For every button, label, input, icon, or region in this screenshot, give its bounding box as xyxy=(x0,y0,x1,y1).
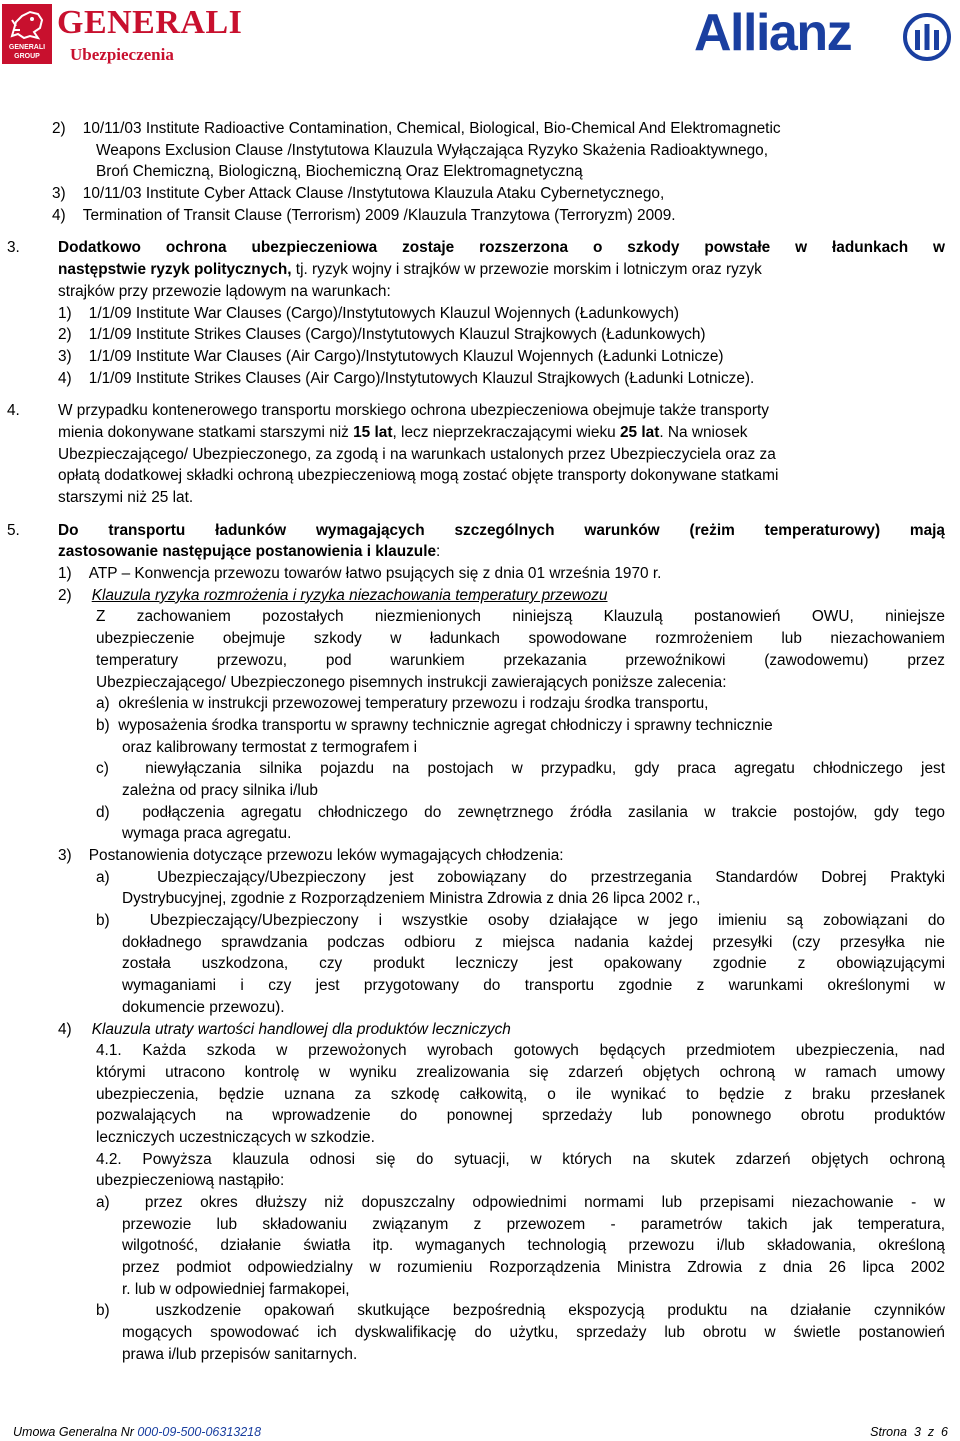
clause-title: Klauzula ryzyka rozmrożenia i ryzyka niezachowania temperatury przewozu xyxy=(91,586,608,604)
list-item: 1) 1/1/09 Institute War Clauses (Cargo)/Instytutowych Klauzul Wojennych (Ładunkowych) xyxy=(58,304,680,322)
section-heading: Do transportu ładunków wymagających szczególnych warunków (reżim temperaturowy) mają xyxy=(58,521,945,539)
list-item: 3) Postanowienia dotyczące przewozu leków wymagających chłodzenia: xyxy=(58,847,564,864)
section-text: starszymi niż 25 lat. xyxy=(58,489,194,506)
lion-icon xyxy=(8,8,46,42)
sub-item: d) podłączenia agregatu chłodniczego do zewnętrznego źródła zasilania w trakcie postojów, gdy tego xyxy=(96,803,945,821)
list-item: 4) Klauzula utraty wartości handlowej dla produktów leczniczych xyxy=(58,1020,511,1038)
section-text: następstwie ryzyk politycznych, tj. ryzyk wojny i strajków w przewozie morskim i lotniczym oraz ryzyk xyxy=(58,261,762,279)
list-line: 4) Termination of Transit Clause (Terrorism) 2009 /Klauzula Tranzytowa (Terroryzm) 2009. xyxy=(52,206,676,224)
page-footer xyxy=(13,1424,948,1441)
list-item: 3) 1/1/09 Institute War Clauses (Air Cargo)/Instytutowych Klauzul Wojennych (Ładunki Lotnicze) xyxy=(58,347,724,365)
clause-body: a) Ubezpieczający/Ubezpieczony jest zobowiązany do przestrzegania Standardów Dobrej Praktyki Dystrybucyjnej, zgodnie z Rozporządzeniem Ministra Zdrowia z dnia 26 lipca 2002 r., b) Ubezpieczający/Ubezpieczony i wszystkie osoby działające w jego imieniu są zobowiązani do dokładnego sprawdzania podczas odbioru z miejsca nadania każdej przesyłki (czy przesyłka nie została uszkodzona, czy produkt leczniczy jest opakowany zgodnie z obowiązującymi wymaganiami i czy jest przygotowany do transportu zgodnie z warunkami określonymi w dokumencie przewozu). xyxy=(96,868,945,1016)
list-item: 1) ATP – Konwencja przewozu towarów łatwo psujących się z dnia 01 września 1970 r. xyxy=(58,565,662,583)
generali-subtitle: Ubezpieczenia xyxy=(70,45,174,64)
generali-name: GENERALI xyxy=(57,4,243,41)
allianz-name: Allianz xyxy=(694,4,852,62)
section-text: opłatą dodatkowej składki ochroną ubezpieczeniową mogą zostać objęte transporty dokonywane statkami xyxy=(58,467,779,485)
list-line: 3) 10/11/03 Institute Cyber Attack Clause /Instytutowa Klauzula Ataku Cybernetycznego, xyxy=(52,185,665,203)
section-text: Ubezpieczającego/ Ubezpieczonego, za zgodą i na warunkach ustalonych przez Ubezpieczyciela oraz za xyxy=(58,445,776,463)
list-item: 2) Klauzula ryzyka rozmrożenia i ryzyka niezachowania temperatury przewozu xyxy=(58,586,608,604)
section-text: strajków przy przewozie lądowym na warunkach: xyxy=(58,282,391,300)
generali-logo xyxy=(2,4,243,66)
footer-contract: Umowa Generalna Nr 000-09-500-06313218 xyxy=(13,1425,262,1439)
sub-item: b) uszkodzenie opakowań skutkujące bezpośrednią ekspozycją produktu na działanie czynników xyxy=(96,1302,945,1320)
document-body xyxy=(7,118,945,1366)
section-4 xyxy=(7,400,945,508)
list-item: 4) 1/1/09 Institute Strikes Clauses (Air Cargo)/Instytutowych Klauzul Strajkowych (Ładunki Lotnicze). xyxy=(58,369,755,387)
allianz-logo xyxy=(694,6,956,66)
contract-number: 000-09-500-06313218 xyxy=(137,1425,262,1439)
allianz-eagle-icon xyxy=(902,12,952,62)
list-line: 2) 10/11/03 Institute Radioactive Contamination, Chemical, Biological, Bio-Chemical And Elektromagnetic xyxy=(52,120,781,137)
section-number: 5. xyxy=(7,521,20,539)
section-number: 4. xyxy=(7,402,20,420)
list-line: Broń Chemiczną, Biologiczną, Biochemiczną Oraz Elektromagnetyczną xyxy=(96,163,583,181)
section-text: W przypadku kontenerowego transportu morskiego ochrona ubezpieczeniowa obejmuje także transporty xyxy=(58,402,769,420)
list-line: Weapons Exclusion Clause /Instytutowa Klauzula Wyłączająca Ryzyko Skażenia Radioaktywnego, xyxy=(96,141,768,159)
section-heading: Dodatkowo ochrona ubezpieczeniowa zostaje rozszerzona o szkody powstałe w ładunkach w xyxy=(58,239,945,257)
sub-item: a) przez okres dłuższy niż dopuszczalny odpowiednimi normami lub przepisami niezachowanie - w xyxy=(96,1194,945,1211)
section-text: mienia dokonywane statkami starszymi niż 15 lat, lecz nieprzekraczającymi wieku 25 lat. Na wniosek xyxy=(58,423,748,441)
shield-text-2: GROUP xyxy=(14,53,40,60)
clause-body: Z zachowaniem pozostałych niezmienionych niniejszą Klauzulą postanowień OWU, niniejsze ubezpieczenie obejmuje szkody w ładunkach spowodowane rozmrożeniem lub niezachowaniem temperatury przewozu, pod warunkiem przekazania przewoźnikowi (zawodowemu) przez Ubezpieczającego/ Ubezpieczonego pisemnych instrukcji zawierających poniższe zalecenia: a) określenia w instrukcji przewozowej temperatury przewozu i rodzaju środka transportu, b) wyposażenia środka transportu w sprawny technicznie agregat chłodniczy i sprawny technicznie oraz kalibrowany termostat z termografem i c) niewyłączania silnika pojazdu na postojach w przypadku, gdy praca agregatu chłodniczego jest zależna od pracy silnika i/lub d) podłączenia agregatu chłodniczego do zewnętrznego źródła zasilania w trakcie postojów, gdy tego wymaga praca agregatu. xyxy=(96,608,945,843)
sub-item: a) Ubezpieczający/Ubezpieczony jest zobowiązany do przestrzegania Standardów Dobrej Praktyki xyxy=(96,868,945,886)
section-number: 3. xyxy=(7,239,20,257)
generali-shield xyxy=(2,4,52,64)
sub-item: a) określenia w instrukcji przewozowej temperatury przewozu i rodzaju środka transportu, xyxy=(96,695,709,713)
sub-item: b) Ubezpieczający/Ubezpieczony i wszystkie osoby działające w jego imieniu są zobowiązani do xyxy=(96,912,945,930)
shield-text-1: GENERALI xyxy=(8,44,46,51)
section-5 xyxy=(7,520,945,1366)
sub-item: c) niewyłączania silnika pojazdu na postojach w przypadku, gdy praca agregatu chłodniczego jest xyxy=(96,760,945,778)
page-number: Strona 3 z 6 xyxy=(870,1425,948,1439)
page-header xyxy=(0,0,960,70)
clause-title: Klauzula utraty wartości handlowej dla produktów leczniczych xyxy=(91,1020,511,1038)
clause-body: 4.1. Każda szkoda w przewożonych wyrobach gotowych będących przedmiotem ubezpieczenia, nad którymi utracono kontrolę w wyniku zrealizowania się zdarzeń objętych ochroną w ramach umowy ubezpieczenia, będzie uznana za szkodę całkowitą, o ile wynikać to będzie z braku przesłanek pozwalających na wprowadzenie do ponownej sprzedaży lub ponownego obrotu produktów leczniczych uczestniczących w szkodzie. 4.2. Powyższa klauzula odnosi się do sytuacji, w których na skutek zdarzeń objętych ochroną ubezpieczeniową nastąpiło: a) przez okres dłuższy niż dopuszczalny odpowiednimi normami lub przepisami niezachowanie - w przewozie lub składowaniu związanym z przewozem - parametrów takich jak temperatura, wilgotność, działanie światła itp. wymaganych technologią przewozu i/lub składowania, określoną przez podmiot odpowiedzialny w rozumieniu Rozporządzenia Ministra Zdrowia z dnia 26 lipca 2002 r. lub w odpowiedniej farmakopei, b) uszkodzenie opakowań skutkujące bezpośrednią ekspozycją produktu na działanie czynników mogących spowodować ich dyskwalifikację do użytku, sprzedaży lub obrotu w świetle postanowień prawa i/lub przepisów sanitarnych. xyxy=(96,1042,945,1363)
section-heading: zastosowanie następujące postanowienia i klauzule: xyxy=(58,543,441,561)
section-3 xyxy=(7,237,945,389)
list-item: 2) 1/1/09 Institute Strikes Clauses (Cargo)/Instytutowych Klauzul Strajkowych (Ładunkowych) xyxy=(58,326,706,344)
sub-item: b) wyposażenia środka transportu w sprawny technicznie agregat chłodniczy i sprawny technicznie xyxy=(96,716,773,734)
clause-list-continued xyxy=(52,118,945,226)
